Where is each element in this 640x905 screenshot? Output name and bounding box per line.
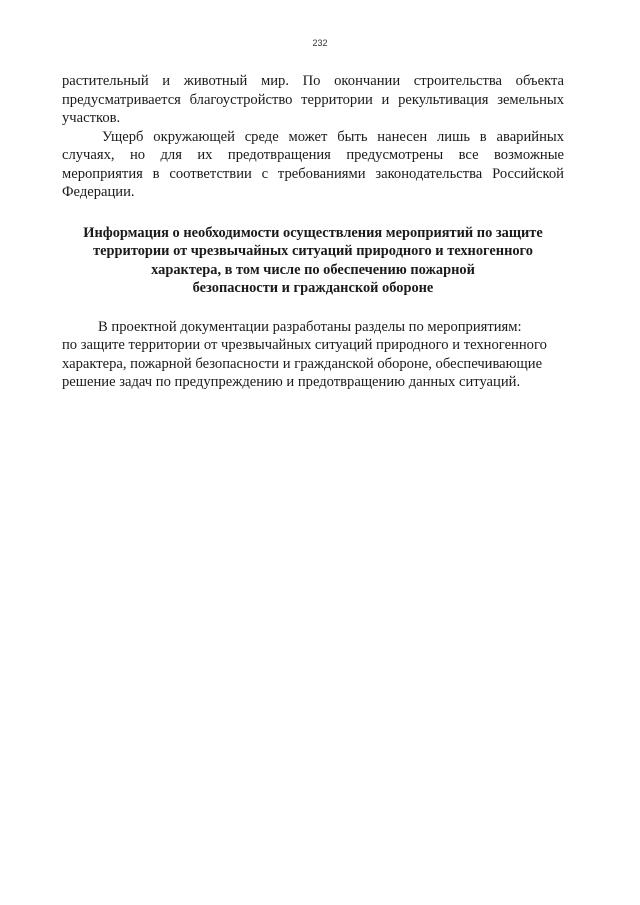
paragraph-line: по защите территории от чрезвычайных ситуаций природного и техногенного (62, 337, 547, 353)
page-content (62, 72, 564, 392)
heading-line: характера, в том числе по обеспечению пожарной (151, 261, 475, 278)
paragraph-line: решение задач по предупреждению и предотвращению данных ситуаций. (62, 374, 521, 390)
heading-line: территории от чрезвычайных ситуаций природного и техногенного (93, 243, 533, 259)
paragraph-line: В проектной документации разработаны разделы по мероприятиям: (98, 318, 522, 335)
heading-line: безопасности и гражданской обороне (192, 280, 434, 296)
page-number: 232 (312, 38, 328, 48)
paragraph-environmental-damage: Ущерб окружающей среде может быть нанесен лишь в аварийных случаях, но для их предотвращения предусмотрены все возможные мероприятия в соответствии с требованиями законодательства Российской Федерации. (62, 128, 564, 200)
paragraph-flora-fauna: растительный и животный мир. По окончании строительства объекта предусматривается благоустройство территории и рекультивация земельных участков. (62, 73, 564, 126)
heading-line: Информация о необходимости осуществления мероприятий по защите (83, 224, 543, 241)
paragraph-line: характера, пожарной безопасности и гражданской обороне, обеспечивающие (62, 355, 543, 372)
paragraph-project-documentation (62, 318, 564, 392)
section-heading (62, 224, 564, 298)
